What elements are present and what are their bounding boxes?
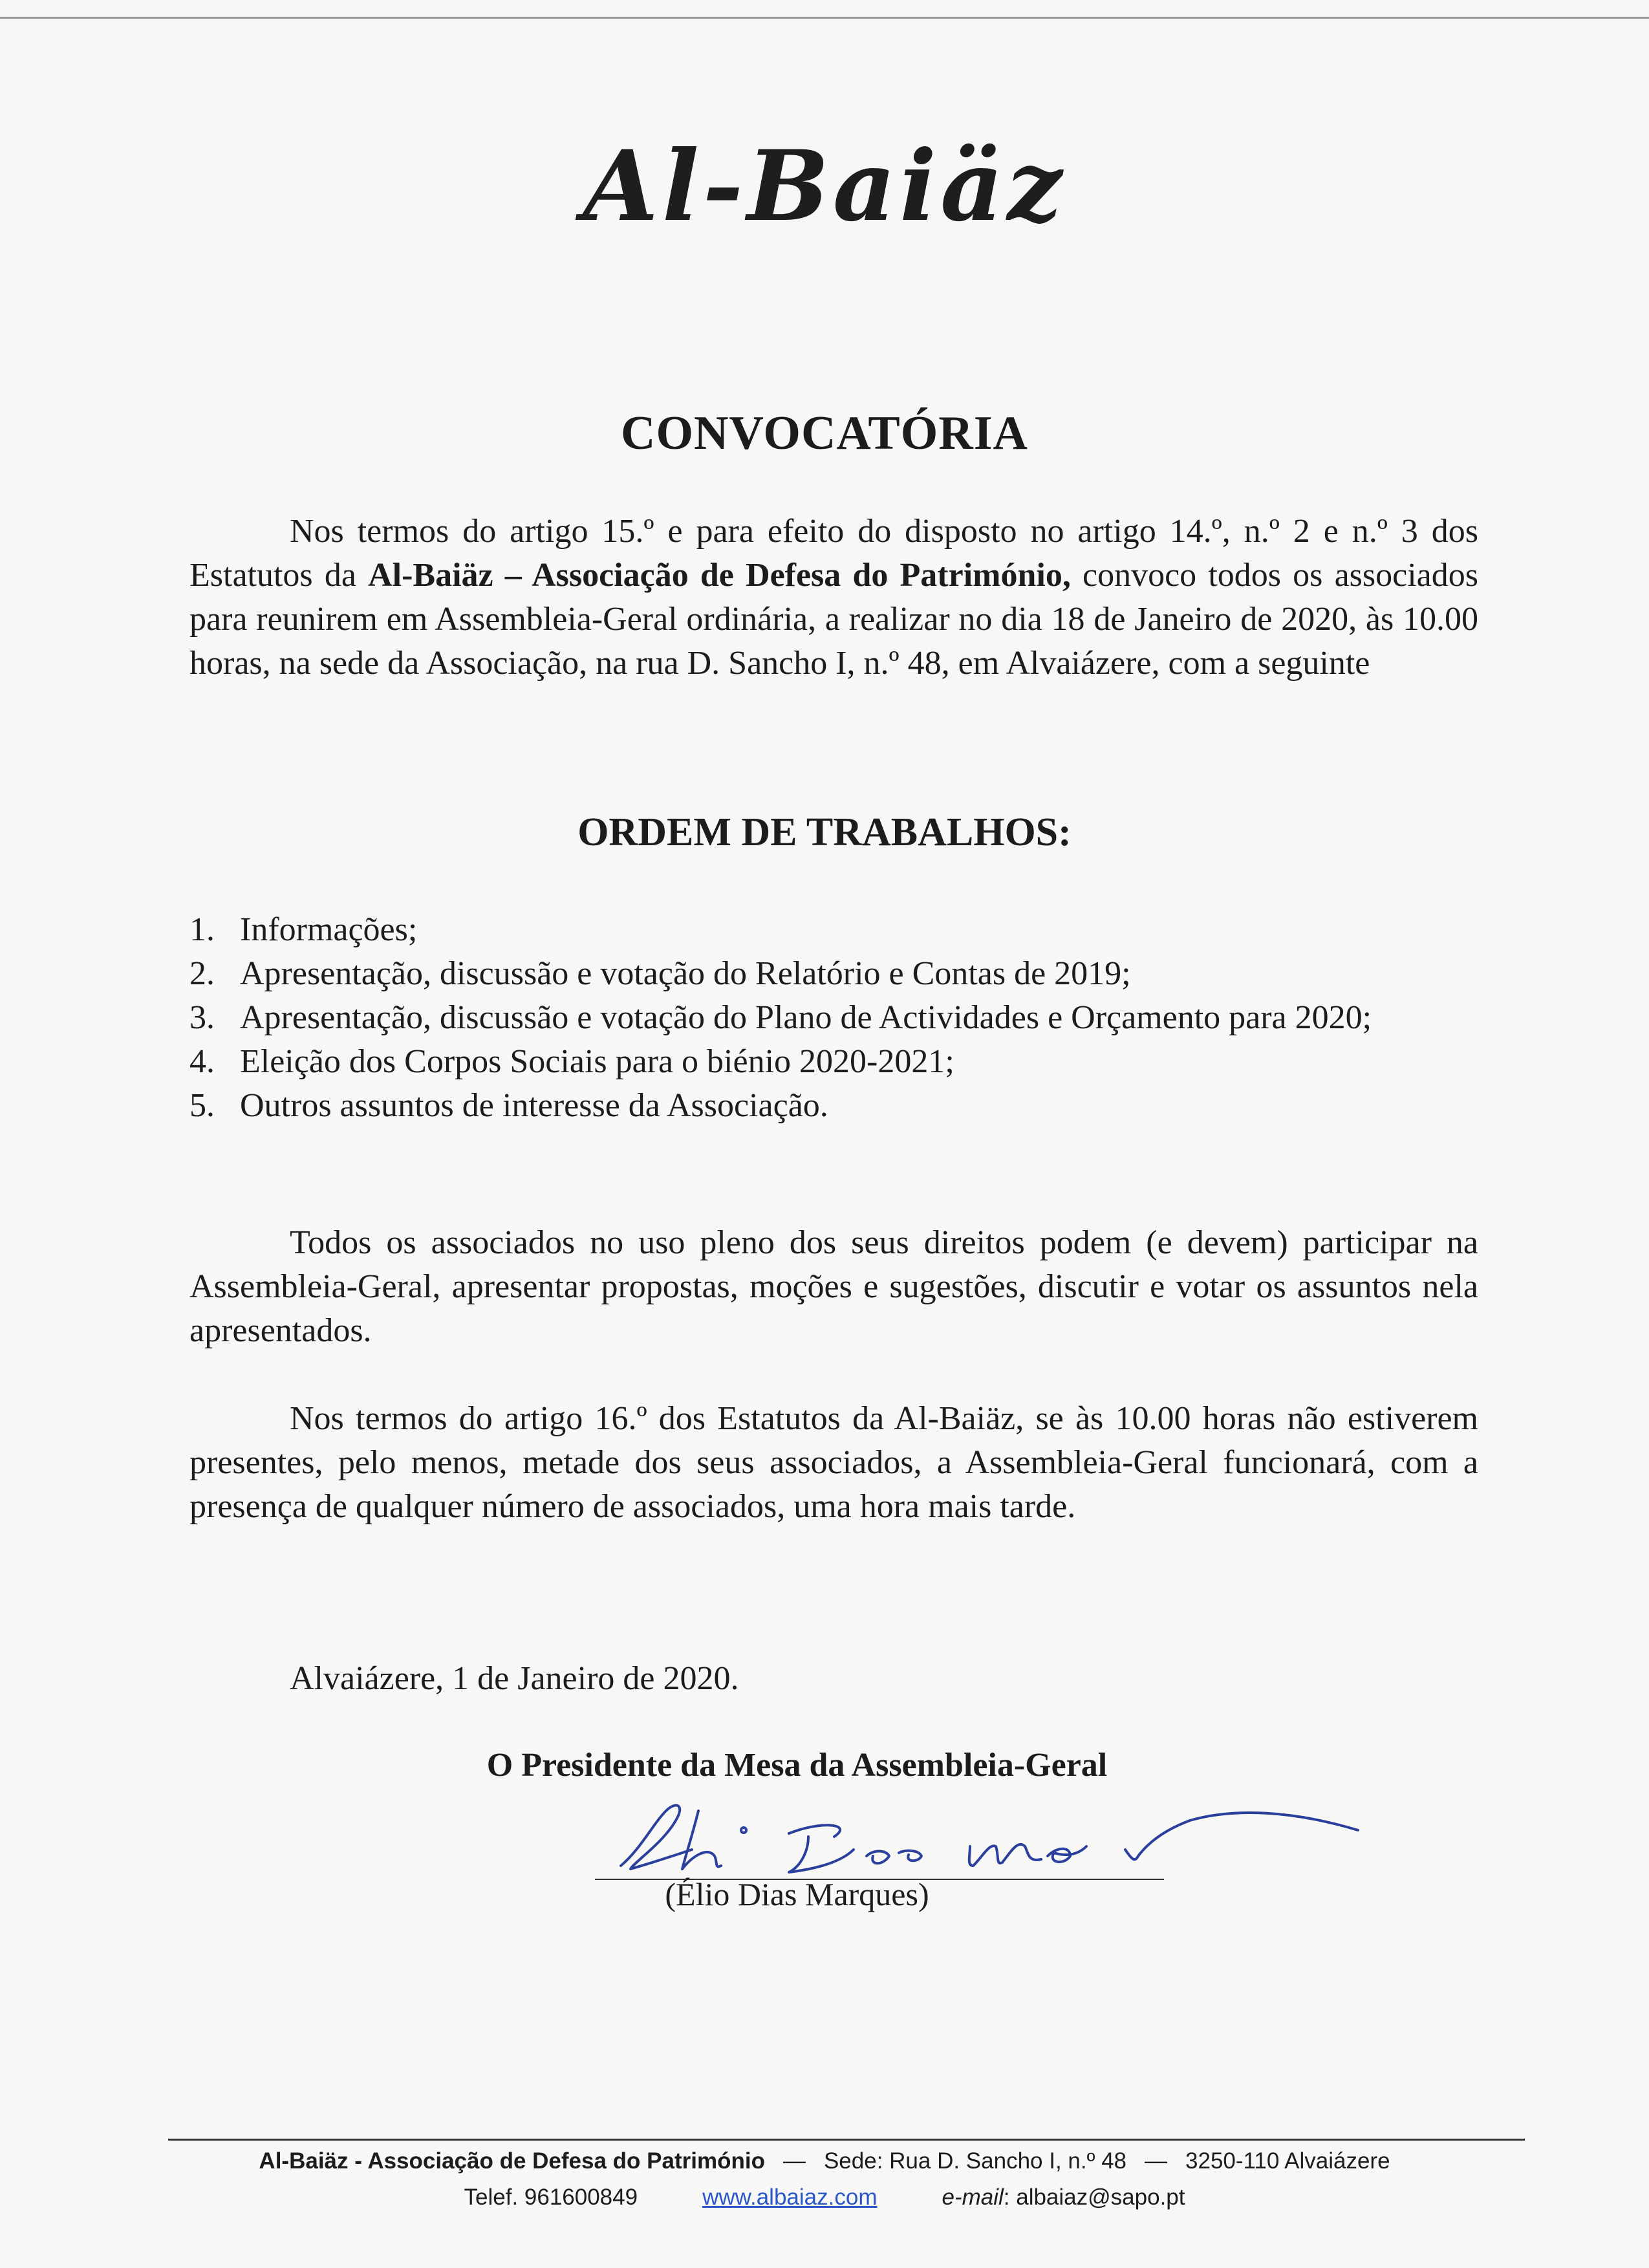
agenda-item-number: 3.: [189, 999, 215, 1036]
footer-organization-name: Al-Baiäz - Associação de Defesa do Património: [259, 2148, 765, 2174]
intro-paragraph: [189, 510, 1478, 686]
organization-logo: Al-Baiäz: [583, 129, 1066, 243]
footer-website-link[interactable]: www.albaiaz.com: [702, 2185, 878, 2210]
agenda-item-text: Informações;: [240, 911, 418, 948]
signer-name: (Élio Dias Marques): [665, 1876, 929, 1912]
place-date-line: Alvaiázere, 1 de Janeiro de 2020.: [290, 1660, 739, 1697]
agenda-list: [189, 908, 1478, 1128]
footer-email-label: e-mail: [942, 2185, 1004, 2210]
intro-text-part1: Nos termos do artigo 15.º e para efeito do disposto no artigo 14.º, n.º 2 e n.º 3 dos Estatutos da: [189, 513, 1478, 594]
agenda-item: [189, 1040, 1478, 1084]
footer-separator: —: [1145, 2148, 1168, 2174]
agenda-item-text: Outros assuntos de interesse da Associação.: [240, 1087, 828, 1124]
agenda-item-number: 5.: [189, 1087, 215, 1124]
agenda-item: [189, 1084, 1478, 1128]
agenda-item: [189, 952, 1478, 996]
top-border-line: [0, 17, 1649, 19]
intro-association-name: Al-Baiäz – Associação de Defesa do Património,: [368, 557, 1071, 594]
agenda-item: [189, 996, 1478, 1040]
agenda-title: ORDEM DE TRABALHOS:: [577, 810, 1072, 854]
quorum-paragraph: [189, 1397, 1478, 1529]
footer-address-line: [0, 2148, 1649, 2174]
agenda-item-text: Apresentação, discussão e votação do Plano de Actividades e Orçamento para 2020;: [240, 999, 1372, 1036]
agenda-item-number: 1.: [189, 911, 215, 948]
footer-divider: [168, 2139, 1525, 2141]
president-title: O Presidente da Mesa da Assembleia-Geral: [486, 1747, 1108, 1784]
footer-postal-code: 3250-110 Alvaiázere: [1185, 2148, 1390, 2174]
agenda-item-number: 4.: [189, 1043, 215, 1080]
participation-text: Todos os associados no uso pleno dos seus direitos podem (e devem) participar na Assembleia-Geral, apresentar propostas, moções e sugestões, discutir e votar os assuntos nela apresentados.: [189, 1224, 1478, 1349]
footer-phone: Telef. 961600849: [464, 2185, 638, 2210]
footer-email[interactable]: : albaiaz@sapo.pt: [1003, 2185, 1185, 2210]
footer-separator: —: [782, 2148, 806, 2174]
agenda-item-text: Apresentação, discussão e votação do Relatório e Contas de 2019;: [240, 955, 1131, 992]
intro-text-part2: convoco todos os associados para reunirem em Assembleia-Geral ordinária, a realizar no dia 18 de Janeiro de 2020, às 10.00 horas, na sede da Associação, na rua D. Sancho I, n.º 48, em Alvaiázere, com a seguinte: [189, 557, 1478, 682]
document-title: CONVOCATÓRIA: [621, 407, 1028, 460]
agenda-item: [189, 908, 1478, 952]
agenda-item-text: Eleição dos Corpos Sociais para o biénio 2020-2021;: [240, 1043, 954, 1080]
quorum-text: Nos termos do artigo 16.º dos Estatutos da Al-Baiäz, se às 10.00 horas não estiverem presentes, pelo menos, metade dos seus associados, a Assembleia-Geral funcionará, com a presença de qualquer número de associados, uma hora mais tarde.: [189, 1400, 1478, 1525]
agenda-item-number: 2.: [189, 955, 215, 992]
footer-seat-address: Sede: Rua D. Sancho I, n.º 48: [823, 2148, 1127, 2174]
footer-contact-line: [0, 2185, 1649, 2210]
participation-paragraph: [189, 1221, 1478, 1353]
